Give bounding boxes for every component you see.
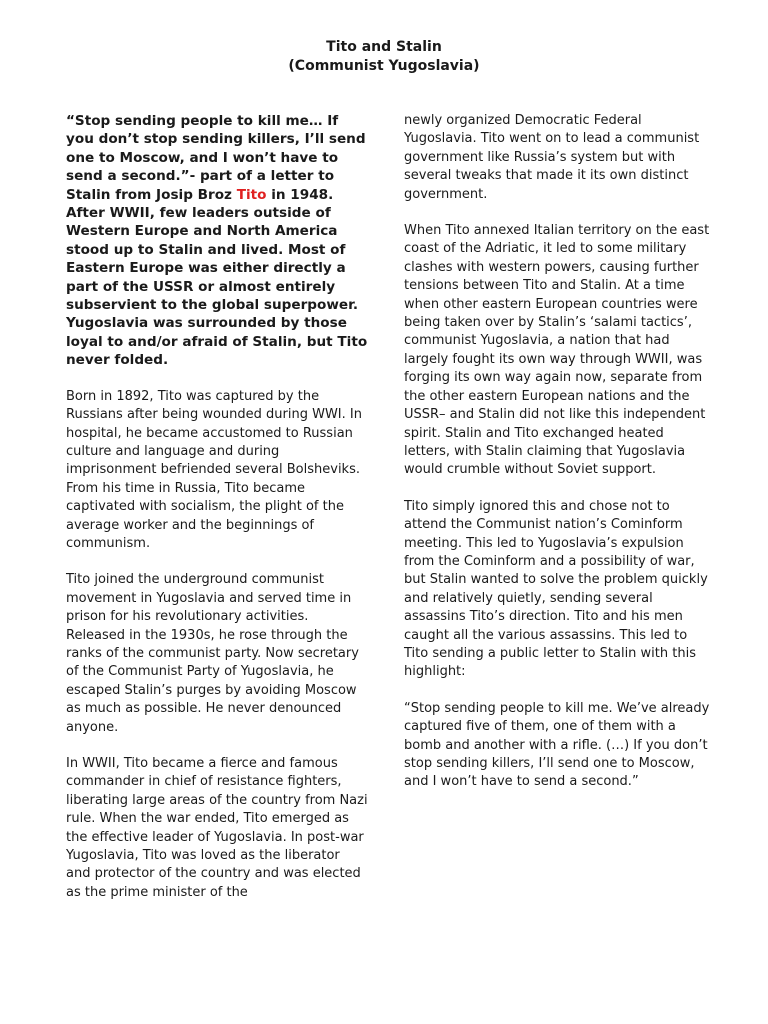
paragraph-wwii-leadership: In WWII, Tito became a fierce and famous commander in chief of resistance fighters, liberating large areas of the country from Nazi rule. When the war ended, Tito emerged as the effective leader of Yugoslavia. In post-war Yugoslavia, Tito was loved as the liberator and protector of the country and was elected as the prime minister of the [66, 756, 368, 900]
document-subtitle: (Communist Yugoslavia) [288, 58, 480, 74]
paragraph-cominform-expulsion: Tito simply ignored this and chose not to attend the Communist nation’s Cominform meeting. This led to Yugoslavia’s expulsion from the Cominform and a possibility of war, but Stalin wanted to solve the problem quickly and relatively quietly, sending several assassins Tito’s direction. Tito and his men caught all the various assassins. This led to Tito sending a public letter to Stalin with this highlight: [404, 498, 708, 680]
intro-continuation: in 1948. After WWII, few leaders outside of Western Europe and North America stood up to Stalin and lived. Most of Eastern Europe was either directly a part of the USSR or almost entirely subservient to the global superpower. Yugoslavia was surrounded by those loyal to and/or afraid of Stalin, but Tito never folded. [66, 186, 368, 369]
tito-highlight: Tito [236, 186, 267, 203]
right-column [404, 112, 710, 810]
paragraph-letter-quote: “Stop sending people to kill me. We’ve already captured five of them, one of them with a bomb and another with a rifle. (…) If you don’t stop sending killers, I’ll send one to Moscow, and I won’t have to send a second.” [404, 700, 710, 790]
intro-paragraph [66, 112, 368, 370]
left-column [66, 112, 368, 920]
paragraph-underground-movement: Tito joined the underground communist movement in Yugoslavia and served time in prison for his revolutionary activities. Released in the 1930s, he rose through the ranks of the communist party. Now secretary of the Communist Party of Yugoslavia, he escaped Stalin’s purges by avoiding Moscow as much as possible. He never denounced anyone. [66, 572, 359, 735]
document-header [0, 38, 768, 76]
intro-quote-text: “Stop sending people to kill me… If you don’t stop sending killers, I’ll send one to Moscow, and I won’t have to send a second.”- part of a letter to Stalin from Josip Broz [66, 113, 366, 203]
document-title: Tito and Stalin [326, 39, 442, 55]
paragraph-early-life: Born in 1892, Tito was captured by the Russians after being wounded during WWI. In hospital, he became accustomed to Russian culture and language and during imprisonment befriended several Bolsheviks. From his time in Russia, Tito became captivated with socialism, the plight of the average worker and the beginnings of communism. [66, 388, 362, 551]
paragraph-tensions-with-stalin: When Tito annexed Italian territory on the east coast of the Adriatic, it led to some military clashes with western powers, causing further tensions between Tito and Stalin. At a time when other eastern European countries were being taken over by Stalin’s ‘salami tactics’, communist Yugoslavia, a nation that had largely fought its own way through WWII, was forging its own way again now, separate from the other eastern European nations and the USSR– and Stalin did not like this independent spirit. Stalin and Tito exchanged heated letters, with Stalin claiming that Yugoslavia would crumble without Soviet support. [404, 223, 710, 478]
paragraph-federal-yugoslavia: newly organized Democratic Federal Yugoslavia. Tito went on to lead a communist government like Russia’s system but with several tweaks that made it its own distinct government. [404, 113, 700, 202]
